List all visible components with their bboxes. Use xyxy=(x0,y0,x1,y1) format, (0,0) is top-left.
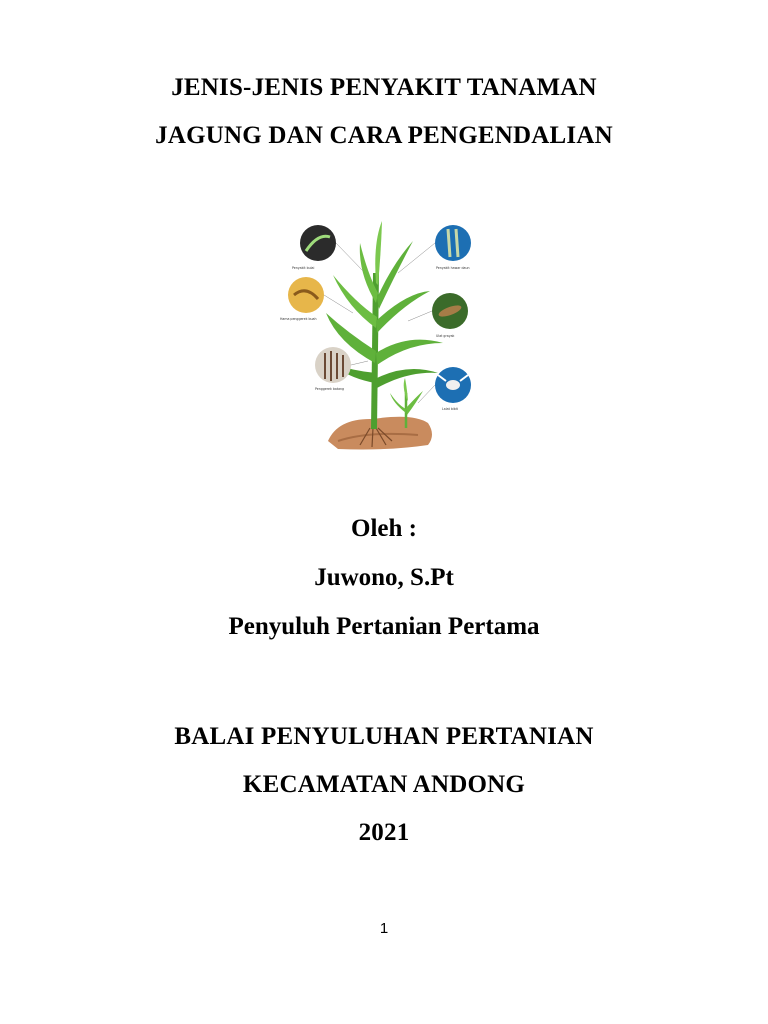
pest-circle-1 xyxy=(292,225,336,270)
pest-circle-6 xyxy=(435,367,471,411)
svg-text:Penyakit hawar daun: Penyakit hawar daun xyxy=(436,266,470,270)
author-name: Juwono, S.Pt xyxy=(314,564,454,591)
page-number: 1 xyxy=(379,920,389,937)
by-label: Oleh : xyxy=(351,515,417,542)
year: 2021 xyxy=(358,819,410,846)
svg-text:Hama penggerek buah: Hama penggerek buah xyxy=(280,317,317,321)
pest-circle-4 xyxy=(435,225,471,270)
author-role: Penyuluh Pertanian Pertama xyxy=(228,613,540,640)
svg-text:Lalat bibit: Lalat bibit xyxy=(442,407,458,411)
svg-text:Penggerek batang: Penggerek batang xyxy=(315,387,345,391)
institution-line-1: BALAI PENYULUHAN PERTANIAN xyxy=(174,723,594,750)
institution-line-2: KECAMATAN ANDONG xyxy=(242,771,526,798)
svg-text:Penyakit bulai: Penyakit bulai xyxy=(292,266,315,270)
title-line-2: JAGUNG DAN CARA PENGENDALIAN xyxy=(155,122,613,149)
pest-circle-2 xyxy=(280,277,324,321)
corn-plant-pests-icon xyxy=(278,213,478,458)
corn-illustration-svg xyxy=(278,213,478,458)
title-line-1: JENIS-JENIS PENYAKIT TANAMAN xyxy=(171,74,597,101)
svg-text:Ulat grayak: Ulat grayak xyxy=(436,334,455,338)
pest-circle-5 xyxy=(432,293,468,338)
pest-circle-3 xyxy=(315,347,351,391)
